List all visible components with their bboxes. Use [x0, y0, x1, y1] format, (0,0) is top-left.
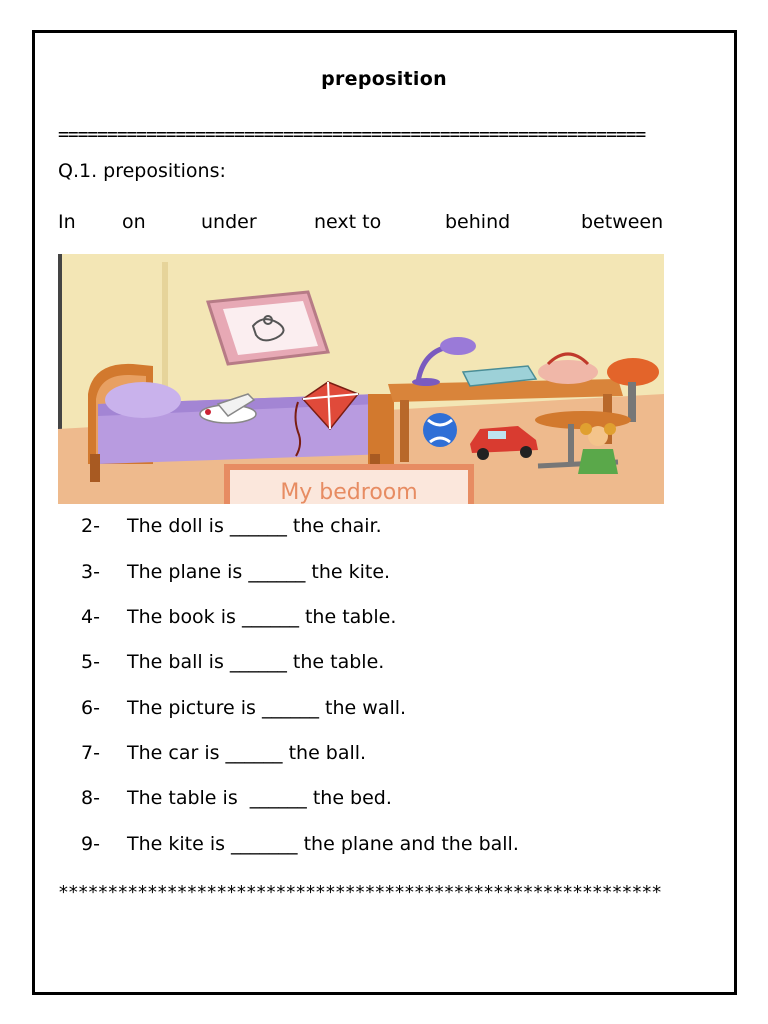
sentence-text: The ball is ______ the table. [127, 651, 385, 673]
sentence-text: The book is ______ the table. [127, 606, 397, 628]
sentence-number: 4- [81, 606, 100, 628]
sentence-item [81, 606, 396, 628]
sentence-text: The doll is ______ the chair. [127, 515, 382, 537]
word-bank-item: on [122, 211, 146, 233]
sentence-text: The picture is ______ the wall. [127, 697, 407, 719]
divider-line: ============================================================ [58, 124, 646, 145]
sentence-item [81, 651, 384, 673]
word-bank-item: under [201, 211, 257, 233]
sentence-text: The car is ______ the ball. [127, 742, 367, 764]
sentence-item [81, 561, 390, 583]
word-bank-item: between [581, 211, 664, 233]
sentence-number: 5- [81, 651, 100, 673]
sentence-item [81, 515, 382, 537]
sentence-number: 6- [81, 697, 100, 719]
sentence-item [81, 833, 519, 855]
word-bank-item: In [58, 211, 76, 233]
ball [423, 413, 457, 447]
worksheet-title: preposition [321, 68, 447, 90]
sentence-number: 2- [81, 515, 100, 537]
sentence-item [81, 787, 392, 809]
sentence-text: The kite is _______ the plane and the ball. [127, 833, 519, 855]
question-label: Q.1. prepositions: [58, 160, 226, 182]
word-bank-item: behind [445, 211, 511, 233]
sentence-number: 3- [81, 561, 100, 583]
sentence-number: 9- [81, 833, 100, 855]
bedroom-illustration [58, 254, 664, 504]
word-bank-item: next to [314, 211, 382, 233]
sentence-number: 7- [81, 742, 100, 764]
illustration-caption: My bedroom [280, 480, 418, 504]
footer-stars: ************************************************************* [58, 882, 662, 903]
sentence-item [81, 697, 406, 719]
wall-picture [208, 292, 328, 364]
caption-box [224, 464, 474, 504]
sentence-text: The table is ______ the bed. [127, 787, 392, 809]
sentence-item [81, 742, 366, 764]
sentence-text: The plane is ______ the kite. [127, 561, 391, 583]
sentence-number: 8- [81, 787, 100, 809]
